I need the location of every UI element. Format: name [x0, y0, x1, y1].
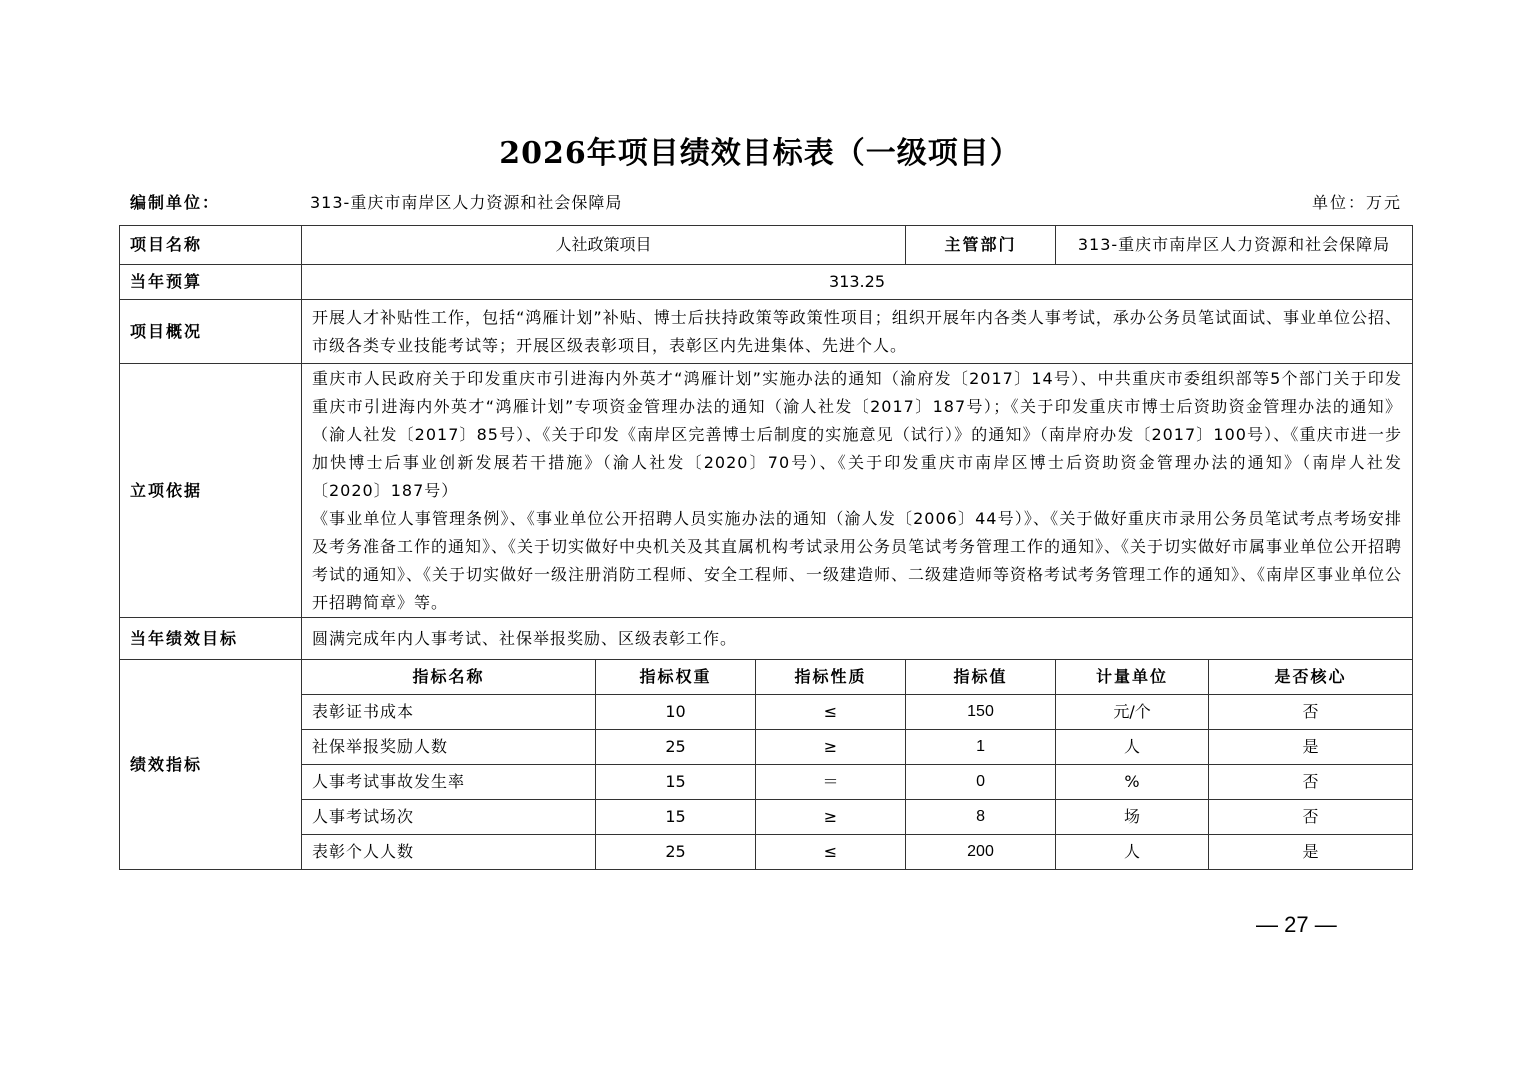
dept-label: 主管部门 — [906, 226, 1056, 265]
indicator-core: 否 — [1209, 765, 1413, 800]
dept-value: 313-重庆市南岸区人力资源和社会保障局 — [1056, 226, 1413, 265]
table-row — [120, 835, 1413, 870]
page-number: — 27 — — [1256, 912, 1337, 937]
basis-row — [120, 364, 1413, 618]
indicator-value: 0 — [906, 765, 1056, 800]
basis-paragraph-1: 重庆市人民政府关于印发重庆市引进海内外英才“鸿雁计划”实施办法的通知（渝府发〔2017〕14号）、中共重庆市委组织部等5个部门关于印发重庆市引进海内外英才“鸿雁计划”专项资金管理办法的通知（渝人社发〔2017〕187号）；《关于印发重庆市博士后资助资金管理办法的通知》（渝人社发〔2017〕85号）、《关于印发《南岸区完善博士后制度的实施意见（试行）》的通知》（南岸府办发〔2017〕100号）、《重庆市进一步加快博士后事业创新发展若干措施》（渝人社发〔2020〕70号）、《关于印发重庆市南岸区博士后资助资金管理办法的通知》（南岸人社发〔2020〕187号） — [312, 368, 1403, 500]
header-unit: 计量单位 — [1056, 660, 1209, 695]
indicator-nature: ≤ — [756, 695, 906, 730]
indicator-nature: ≥ — [756, 800, 906, 835]
budget-value: 313.25 — [302, 265, 1413, 300]
indicator-value: 150 — [906, 695, 1056, 730]
indicator-unit: 元/个 — [1056, 695, 1209, 730]
indicator-core: 是 — [1209, 730, 1413, 765]
goal-row — [120, 618, 1413, 660]
goal-value: 圆满完成年内人事考试、社保举报奖励、区级表彰工作。 — [302, 618, 1413, 660]
indicator-core: 否 — [1209, 695, 1413, 730]
indicator-unit: 场 — [1056, 800, 1209, 835]
table-row — [120, 800, 1413, 835]
indicator-unit: 人 — [1056, 730, 1209, 765]
indicator-nature: ＝ — [756, 765, 906, 800]
basis-value — [302, 364, 1413, 618]
indicator-weight: 25 — [596, 730, 756, 765]
overview-row — [120, 300, 1413, 364]
table-row — [120, 730, 1413, 765]
header-indicator-name: 指标名称 — [302, 660, 596, 695]
meta-row — [130, 186, 1402, 214]
project-name-row — [120, 226, 1413, 265]
indicator-name: 表彰个人人数 — [302, 835, 596, 870]
overview-label: 项目概况 — [120, 300, 302, 364]
compiling-unit-label: 编制单位： — [130, 193, 221, 212]
indicators-label: 绩效指标 — [120, 660, 302, 870]
basis-label: 立项依据 — [120, 364, 302, 618]
indicator-core: 是 — [1209, 835, 1413, 870]
table-row — [120, 765, 1413, 800]
header-weight: 指标权重 — [596, 660, 756, 695]
budget-row — [120, 265, 1413, 300]
indicator-unit: % — [1056, 765, 1209, 800]
indicator-core: 否 — [1209, 800, 1413, 835]
header-nature: 指标性质 — [756, 660, 906, 695]
indicator-value: 1 — [906, 730, 1056, 765]
indicator-weight: 10 — [596, 695, 756, 730]
project-name-value: 人社政策项目 — [302, 226, 906, 265]
indicator-name: 人事考试事故发生率 — [302, 765, 596, 800]
page-title: 2026年项目绩效目标表（一级项目） — [499, 136, 1021, 171]
indicator-name: 人事考试场次 — [302, 800, 596, 835]
performance-table — [119, 225, 1413, 870]
compiling-unit-value: 313-重庆市南岸区人力资源和社会保障局 — [310, 193, 623, 212]
header-core: 是否核心 — [1209, 660, 1413, 695]
indicator-unit: 人 — [1056, 835, 1209, 870]
indicator-value: 8 — [906, 800, 1056, 835]
indicator-value: 200 — [906, 835, 1056, 870]
indicator-name: 社保举报奖励人数 — [302, 730, 596, 765]
header-value: 指标值 — [906, 660, 1056, 695]
table-row — [120, 695, 1413, 730]
indicator-name: 表彰证书成本 — [302, 695, 596, 730]
project-name-label: 项目名称 — [120, 226, 302, 265]
indicator-weight: 15 — [596, 800, 756, 835]
overview-value: 开展人才补贴性工作，包括“鸿雁计划”补贴、博士后扶持政策等政策性项目；组织开展年内各类人事考试，承办公务员笔试面试、事业单位公招、市级各类专业技能考试等；开展区级表彰项目，表彰区内先进集体、先进个人。 — [302, 300, 1413, 364]
indicator-nature: ≤ — [756, 835, 906, 870]
indicator-weight: 15 — [596, 765, 756, 800]
indicator-header-row — [120, 660, 1413, 695]
goal-label: 当年绩效目标 — [120, 618, 302, 660]
indicator-weight: 25 — [596, 835, 756, 870]
basis-paragraph-2: 《事业单位人事管理条例》、《事业单位公开招聘人员实施办法的通知（渝人发〔2006〕44号）》、《关于做好重庆市录用公务员笔试考点考场安排及考务准备工作的通知》、《关于切实做好中央机关及其直属机构考试录用公务员笔试考务管理工作的通知》、《关于切实做好市属事业单位公开招聘考试的通知》、《关于切实做好一级注册消防工程师、安全工程师、一级建造师、二级建造师等资格考试考务管理工作的通知》、《南岸区事业单位公开招聘简章》等。 — [312, 508, 1403, 612]
indicator-nature: ≥ — [756, 730, 906, 765]
money-unit: 单位：万元 — [1311, 193, 1402, 212]
budget-label: 当年预算 — [120, 265, 302, 300]
